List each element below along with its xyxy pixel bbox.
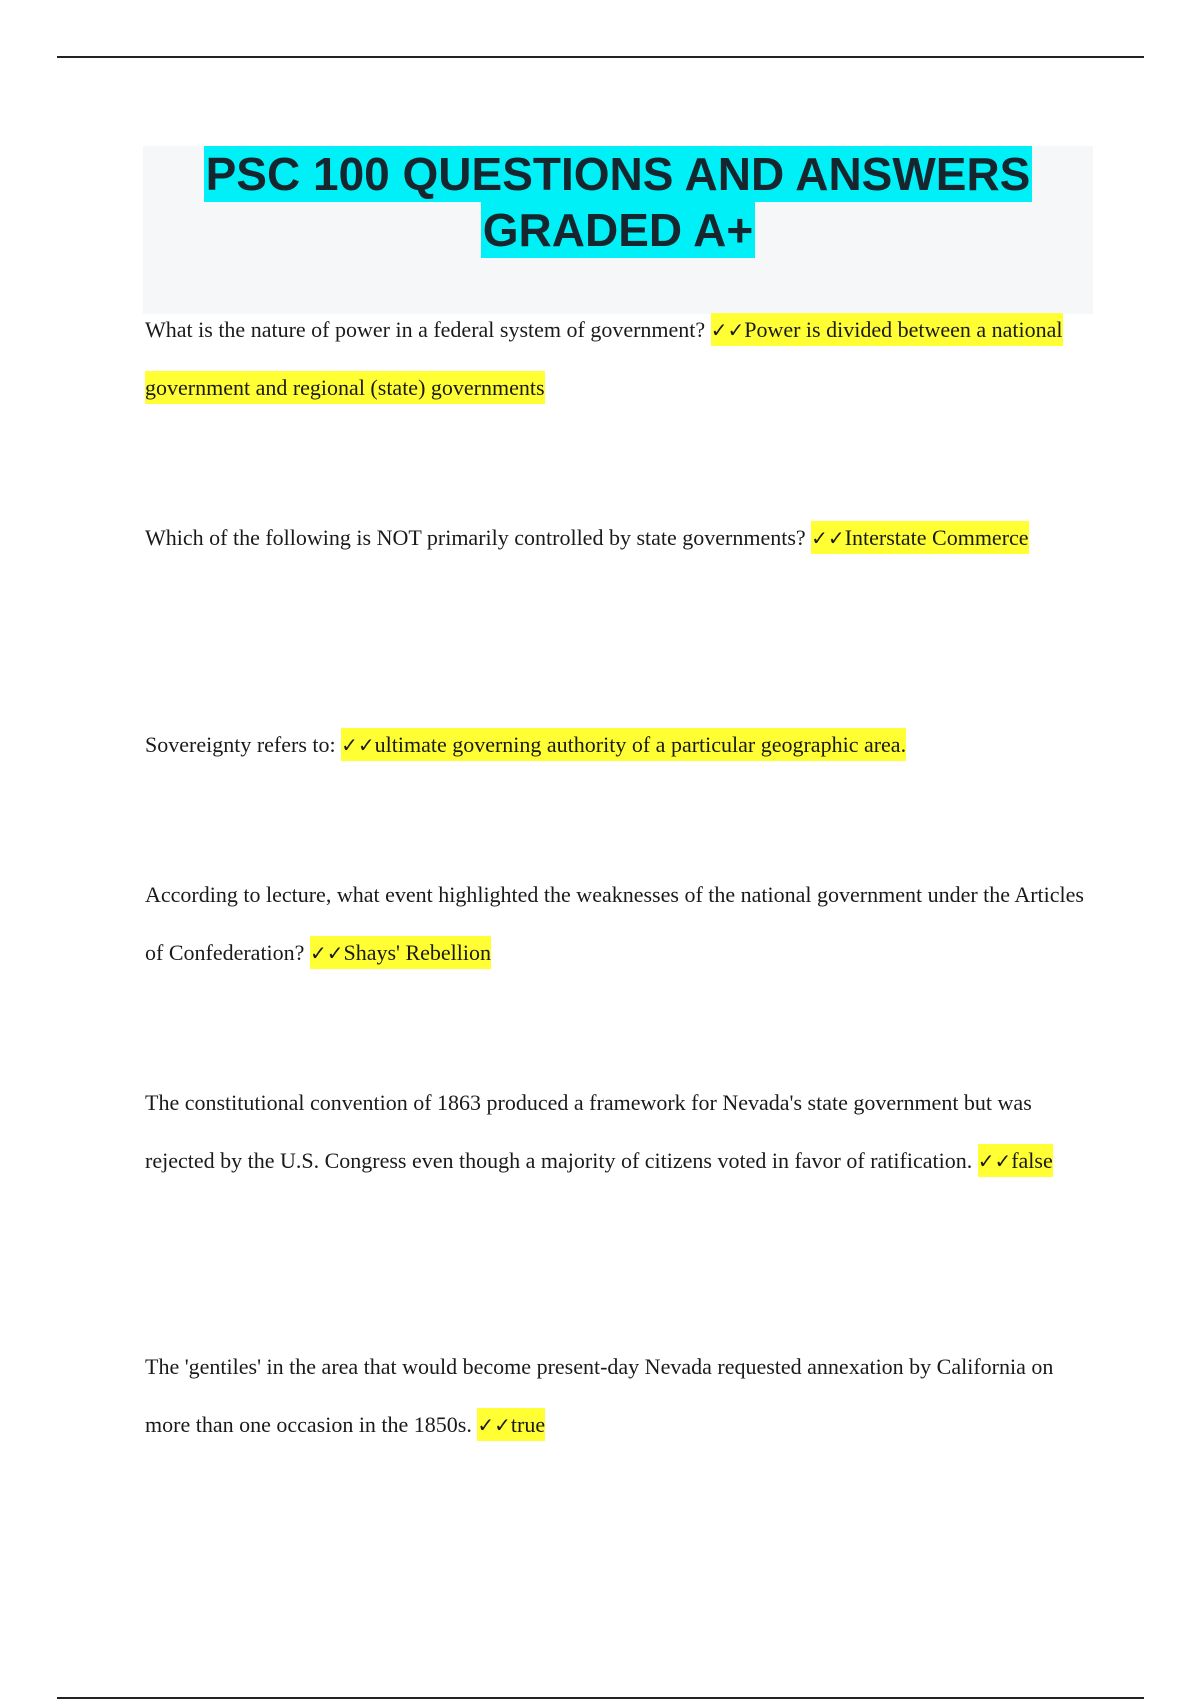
answer-text: Shays' Rebellion [343, 940, 492, 965]
bottom-rule [57, 1697, 1144, 1699]
answer-text: ultimate governing authority of a particular geographic area. [374, 732, 907, 757]
qa-item-5 [145, 1074, 1090, 1190]
answer-highlight [978, 1144, 1053, 1177]
question-text: What is the nature of power in a federal system of government? [145, 317, 706, 342]
answer-text: Power is divided between a national government and regional (state) governments [145, 317, 1063, 400]
qa-item-2 [145, 509, 1090, 567]
question-text: Sovereignty refers to: [145, 732, 336, 757]
answer-highlight [310, 936, 491, 969]
double-check-icon: ✓✓ [710, 318, 745, 342]
double-check-icon: ✓✓ [309, 941, 344, 965]
answer-text: true [510, 1412, 546, 1437]
double-check-icon: ✓✓ [341, 733, 375, 757]
top-rule [57, 56, 1144, 58]
question-text: According to lecture, what event highlighted the weaknesses of the national government under the Articles of Confederation? [145, 882, 1084, 965]
qa-item-1 [145, 301, 1090, 417]
qa-item-3 [145, 716, 1090, 774]
document-title [143, 146, 1093, 314]
question-text: The 'gentiles' in the area that would become present-day Nevada requested annexation by California on more than one occasion in the 1850s. [145, 1354, 1054, 1437]
title-line-1: PSC 100 QUESTIONS AND ANSWERS [205, 148, 1031, 200]
question-text: The constitutional convention of 1863 produced a framework for Nevada's state government but was rejected by the U.S. Congress even though a majority of citizens voted in favor of ratification. [145, 1090, 1032, 1173]
title-line-2: GRADED A+ [482, 204, 754, 256]
answer-text: Interstate Commerce [844, 525, 1029, 550]
double-check-icon: ✓✓ [977, 1149, 1012, 1173]
qa-item-4 [145, 866, 1090, 982]
answer-highlight [341, 728, 906, 761]
double-check-icon: ✓✓ [811, 526, 845, 550]
double-check-icon: ✓✓ [477, 1413, 511, 1437]
qa-item-6 [145, 1338, 1090, 1454]
answer-highlight [811, 521, 1028, 554]
answer-text: false [1011, 1148, 1053, 1173]
question-text: Which of the following is NOT primarily controlled by state governments? [145, 525, 806, 550]
answer-highlight [477, 1408, 545, 1441]
